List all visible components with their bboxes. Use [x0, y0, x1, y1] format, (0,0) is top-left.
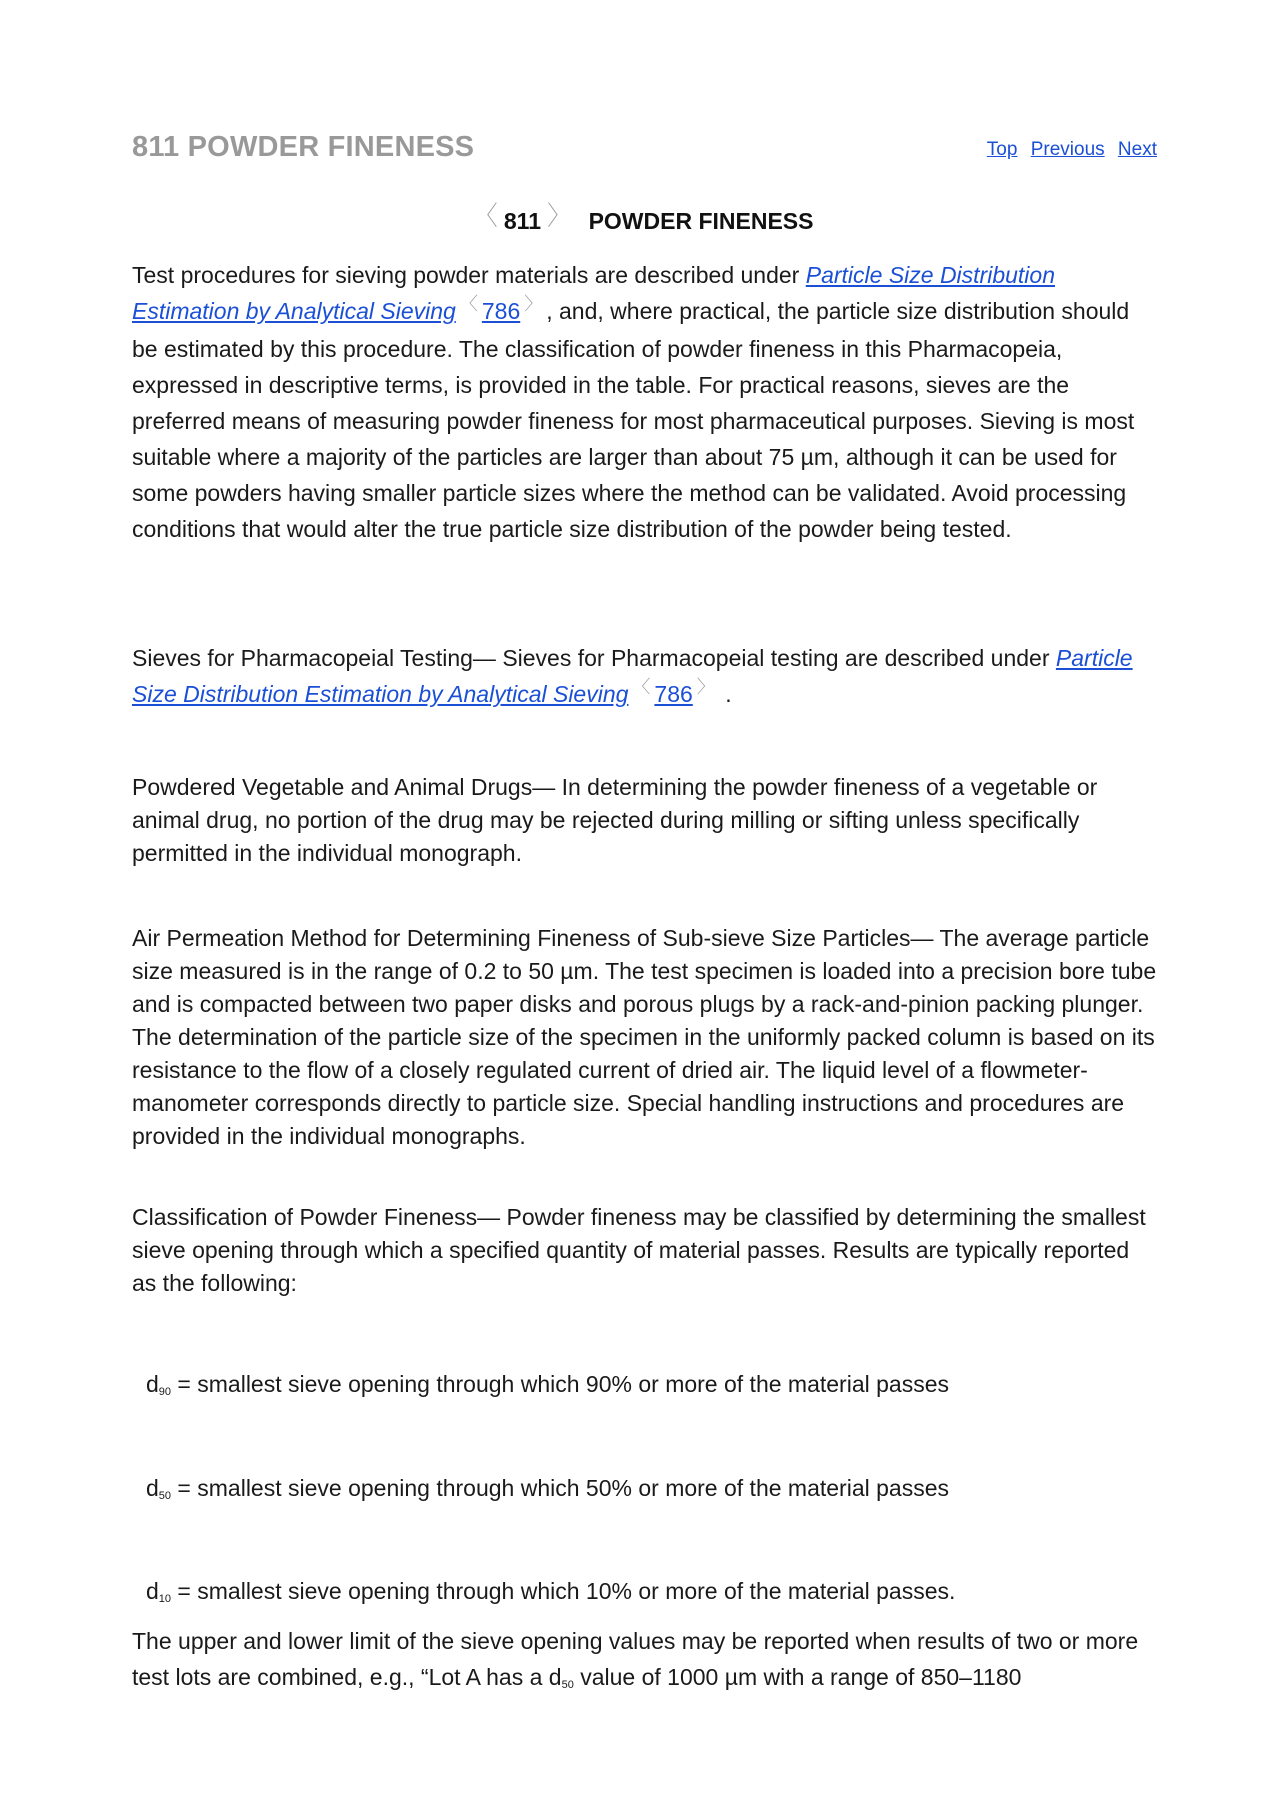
sieves-text: Sieves for Pharmacopeial Testing— Sieves for Pharmacopeial testing are described under: [132, 645, 1056, 671]
classification-paragraph: Classification of Powder Fineness— Powder fineness may be classified by determining the smallest sieve opening through which a specified quantity of material passes. Results are typically reported as the following:: [132, 1204, 1146, 1296]
nav-previous-link[interactable]: Previous: [1030, 139, 1105, 160]
closing-subscript: 50: [561, 1679, 574, 1691]
particle-size-link[interactable]: Particle Size Distribution Estimation by Analytical Sieving: [132, 645, 1133, 707]
nav-top-link[interactable]: Top: [986, 139, 1018, 160]
bracket-open-icon: 〈: [632, 677, 651, 697]
intro-text-start: Test procedures for sieving powder materials are described under: [132, 262, 806, 288]
bracket-close-icon: 〉: [524, 294, 543, 314]
vegetable-paragraph: Powdered Vegetable and Animal Drugs— In determining the powder fineness of a vegetable or animal drug, no portion of the drug may be rejected during milling or sifting unless specifically permitted in the individual monograph.: [132, 774, 1098, 866]
chapter-786-link[interactable]: 786: [654, 681, 693, 707]
section-title: POWDER FINENESS: [588, 208, 814, 234]
sieves-text-end: .: [725, 681, 732, 707]
bracket-open-icon: 〈: [475, 200, 498, 231]
definition-subscript: 10: [158, 1593, 172, 1605]
sieves-paragraph: [132, 640, 1157, 714]
air-permeation-paragraph: Air Permeation Method for Determining Fineness of Sub-sieve Size Particles— The average particle size measured is in the range of 0.2 to 50 µm. The test specimen is loaded into a precision bore tube and is compacted between two paper disks and porous plugs by a rack-and-pinion packing plunger. The determination of the particle size of the specimen in the uniformly packed column is based on its resistance to the flow of a closely regulated current of dried air. The liquid level of a flowmeter-manometer corresponds directly to particle size. Special handling instructions and procedures are provided in the individual monographs.: [132, 925, 1157, 1149]
section-heading: [132, 200, 1157, 236]
page-header: [132, 131, 1157, 171]
page-title: 811 POWDER FINENESS: [132, 131, 475, 163]
bracket-close-icon: 〉: [696, 677, 715, 697]
intro-paragraph: [132, 257, 1157, 547]
closing-text-start: The upper and lower limit of the sieve opening values may be reported when results of two or more test lots are combined, e.g., “Lot A has a d: [132, 1628, 1139, 1690]
particle-size-link[interactable]: Particle Size Distribution Estimation by Analytical Sieving: [132, 262, 1055, 324]
definition-d10: [146, 1578, 955, 1605]
definition-subscript: 90: [158, 1386, 172, 1398]
chapter-786-link[interactable]: 786: [481, 298, 521, 324]
section-number: 811: [503, 208, 541, 234]
definition-symbol: d: [146, 1578, 159, 1604]
definition-symbol: d: [146, 1475, 159, 1501]
bracket-close-icon: 〉: [547, 200, 570, 231]
definition-symbol: d: [146, 1371, 159, 1397]
definition-subscript: 50: [158, 1490, 172, 1502]
closing-text-end: value of 1000 µm with a range of 850–1180: [573, 1664, 1022, 1690]
nav-next-link[interactable]: Next: [1117, 139, 1157, 160]
definition-d90: [146, 1371, 949, 1398]
bracket-open-icon: 〈: [459, 294, 478, 314]
definition-d50: [146, 1475, 949, 1502]
definition-text: = smallest sieve opening through which 90% or more of the material passes: [171, 1371, 949, 1397]
definition-text: = smallest sieve opening through which 50% or more of the material passes: [171, 1475, 949, 1501]
page-nav: [979, 139, 1157, 161]
definition-text: = smallest sieve opening through which 10% or more of the material passes.: [171, 1578, 956, 1604]
closing-paragraph: [132, 1623, 1157, 1700]
intro-text-end: , and, where practical, the particle size distribution should be estimated by this procedure. The classification of powder fineness in this Pharmacopeia, expressed in descriptive terms, is provided in the table. For practical reasons, sieves are the preferred means of measuring powder fineness for most pharmaceutical purposes. Sieving is most suitable where a majority of the particles are larger than about 75 µm, although it can be used for some powders having smaller particle sizes where the method can be validated. Avoid processing conditions that would alter the true particle size distribution of the powder being tested.: [132, 298, 1135, 542]
